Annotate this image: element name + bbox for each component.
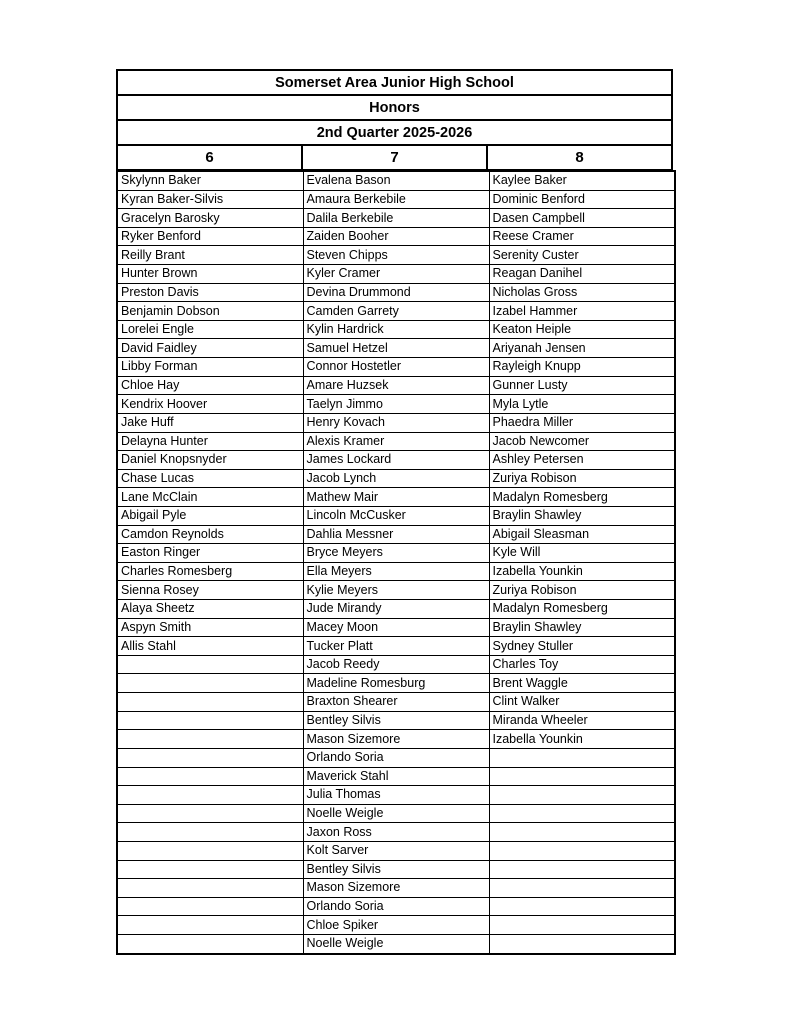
grade7-cell: Orlando Soria (303, 748, 489, 767)
grade8-cell: Kyle Will (489, 544, 675, 563)
grade6-cell: Skylynn Baker (117, 171, 303, 190)
grade8-cell: Rayleigh Knupp (489, 358, 675, 377)
grade7-cell: Bryce Meyers (303, 544, 489, 563)
table-row (117, 637, 675, 656)
table-row (117, 171, 675, 190)
table-row (117, 693, 675, 712)
grade6-cell: Chloe Hay (117, 376, 303, 395)
grade8-cell: Myla Lytle (489, 395, 675, 414)
grade6-cell (117, 693, 303, 712)
grade6-cell (117, 804, 303, 823)
table-row (117, 897, 675, 916)
grade8-cell: Izabella Younkin (489, 730, 675, 749)
grade8-cell (489, 916, 675, 935)
grade7-cell: Braxton Shearer (303, 693, 489, 712)
table-row (117, 860, 675, 879)
grade8-cell (489, 860, 675, 879)
quarter-period: 2nd Quarter 2025-2026 (118, 121, 671, 146)
grade8-cell: Reese Cramer (489, 227, 675, 246)
grade8-cell: Braylin Shawley (489, 506, 675, 525)
table-row (117, 618, 675, 637)
grade6-cell: Libby Forman (117, 358, 303, 377)
grade7-cell: Camden Garrety (303, 302, 489, 321)
grade8-cell (489, 897, 675, 916)
table-row (117, 432, 675, 451)
grade8-cell: Dasen Campbell (489, 209, 675, 228)
grade8-cell: Sydney Stuller (489, 637, 675, 656)
grade7-cell: Maverick Stahl (303, 767, 489, 786)
grade8-cell: Braylin Shawley (489, 618, 675, 637)
grade6-cell (117, 897, 303, 916)
grade7-cell: Alexis Kramer (303, 432, 489, 451)
grade6-cell: Hunter Brown (117, 265, 303, 284)
grade7-cell: James Lockard (303, 451, 489, 470)
grade8-cell: Madalyn Romesberg (489, 488, 675, 507)
grade8-cell: Ariyanah Jensen (489, 339, 675, 358)
table-row (117, 711, 675, 730)
table-row (117, 190, 675, 209)
grade7-cell: Evalena Bason (303, 171, 489, 190)
table-row (117, 879, 675, 898)
roster-body (117, 171, 675, 954)
grade7-cell: Bentley Silvis (303, 860, 489, 879)
grade6-cell: Charles Romesberg (117, 562, 303, 581)
grade8-cell: Zuriya Robison (489, 581, 675, 600)
grade7-cell: Lincoln McCusker (303, 506, 489, 525)
grade7-cell: Connor Hostetler (303, 358, 489, 377)
grade6-cell (117, 860, 303, 879)
table-row (117, 525, 675, 544)
table-row (117, 320, 675, 339)
grade6-cell: Gracelyn Barosky (117, 209, 303, 228)
grade7-cell: Ella Meyers (303, 562, 489, 581)
grade6-cell: Reilly Brant (117, 246, 303, 265)
grade7-cell: Julia Thomas (303, 786, 489, 805)
table-row (117, 544, 675, 563)
grade8-cell (489, 934, 675, 953)
grade7-cell: Zaiden Booher (303, 227, 489, 246)
grade8-cell: Abigail Sleasman (489, 525, 675, 544)
grade6-cell: Ryker Benford (117, 227, 303, 246)
grade7-cell: Jacob Lynch (303, 469, 489, 488)
table-row (117, 488, 675, 507)
table-row (117, 916, 675, 935)
grade8-cell: Charles Toy (489, 655, 675, 674)
grade8-cell (489, 879, 675, 898)
grade7-cell: Kylie Meyers (303, 581, 489, 600)
grade-header-6: 6 (205, 149, 214, 166)
grade6-cell: Chase Lucas (117, 469, 303, 488)
grade7-cell: Amaura Berkebile (303, 190, 489, 209)
table-row (117, 302, 675, 321)
table-row (117, 469, 675, 488)
grade7-cell: Noelle Weigle (303, 804, 489, 823)
grade7-cell: Jaxon Ross (303, 823, 489, 842)
grade8-cell (489, 804, 675, 823)
grade8-cell: Nicholas Gross (489, 283, 675, 302)
table-row (117, 265, 675, 284)
school-name: Somerset Area Junior High School (118, 71, 671, 96)
grade7-cell: Mathew Mair (303, 488, 489, 507)
grade8-cell: Reagan Danihel (489, 265, 675, 284)
grade6-cell: Aspyn Smith (117, 618, 303, 637)
grade6-cell (117, 823, 303, 842)
grade-header-8: 8 (486, 146, 671, 169)
grade6-cell: Alaya Sheetz (117, 600, 303, 619)
grade-headers (118, 146, 671, 169)
grade8-cell: Phaedra Miller (489, 413, 675, 432)
grade7-cell: Kyler Cramer (303, 265, 489, 284)
grade7-cell: Henry Kovach (303, 413, 489, 432)
grade7-cell: Jacob Reedy (303, 655, 489, 674)
grade8-cell: Izabel Hammer (489, 302, 675, 321)
grade6-cell: Delayna Hunter (117, 432, 303, 451)
grade6-cell (117, 711, 303, 730)
grade7-cell: Orlando Soria (303, 897, 489, 916)
grade6-cell (117, 655, 303, 674)
table-row (117, 841, 675, 860)
grade7-cell: Steven Chipps (303, 246, 489, 265)
grade6-cell: Benjamin Dobson (117, 302, 303, 321)
grade8-cell (489, 767, 675, 786)
table-row (117, 451, 675, 470)
table-row (117, 562, 675, 581)
grade6-cell (117, 730, 303, 749)
grade8-cell: Keaton Heiple (489, 320, 675, 339)
grade6-cell: Abigail Pyle (117, 506, 303, 525)
grade7-cell: Tucker Platt (303, 637, 489, 656)
grade7-cell: Noelle Weigle (303, 934, 489, 953)
grade7-cell: Dalila Berkebile (303, 209, 489, 228)
grade8-cell: Kaylee Baker (489, 171, 675, 190)
grade8-cell: Izabella Younkin (489, 562, 675, 581)
grade6-cell: Daniel Knopsnyder (117, 451, 303, 470)
grade8-cell: Madalyn Romesberg (489, 600, 675, 619)
table-row (117, 934, 675, 953)
grade6-cell: Kyran Baker-Silvis (117, 190, 303, 209)
grade6-cell: Sienna Rosey (117, 581, 303, 600)
table-row (117, 767, 675, 786)
grade8-cell (489, 786, 675, 805)
grade8-cell: Miranda Wheeler (489, 711, 675, 730)
grade8-cell: Dominic Benford (489, 190, 675, 209)
grade7-cell: Jude Mirandy (303, 600, 489, 619)
grade7-cell: Kylin Hardrick (303, 320, 489, 339)
table-row (117, 600, 675, 619)
grade6-cell (117, 916, 303, 935)
grade7-cell: Kolt Sarver (303, 841, 489, 860)
table-row (117, 209, 675, 228)
grade7-cell: Bentley Silvis (303, 711, 489, 730)
grade6-cell (117, 841, 303, 860)
grade6-cell: Preston Davis (117, 283, 303, 302)
grade8-cell (489, 748, 675, 767)
grade8-cell: Jacob Newcomer (489, 432, 675, 451)
grade7-cell: Amare Huzsek (303, 376, 489, 395)
table-row (117, 786, 675, 805)
grade7-cell: Mason Sizemore (303, 879, 489, 898)
table-row (117, 339, 675, 358)
grade6-cell (117, 786, 303, 805)
table-row (117, 655, 675, 674)
grade8-cell: Zuriya Robison (489, 469, 675, 488)
grade6-cell: Lane McClain (117, 488, 303, 507)
grade8-cell: Clint Walker (489, 693, 675, 712)
grade8-cell: Gunner Lusty (489, 376, 675, 395)
table-row (117, 748, 675, 767)
grade7-cell: Samuel Hetzel (303, 339, 489, 358)
grade6-cell (117, 748, 303, 767)
grade6-cell: Camdon Reynolds (117, 525, 303, 544)
table-row (117, 283, 675, 302)
grade8-cell (489, 823, 675, 842)
grade6-cell: Easton Ringer (117, 544, 303, 563)
grade6-cell (117, 767, 303, 786)
table-row (117, 246, 675, 265)
table-row (117, 581, 675, 600)
grade6-cell: David Faidley (117, 339, 303, 358)
table-row (117, 413, 675, 432)
table-row (117, 823, 675, 842)
grade6-cell (117, 879, 303, 898)
grade6-cell (117, 674, 303, 693)
table-row (117, 804, 675, 823)
honors-roster-table (116, 170, 676, 955)
list-title: Honors (118, 96, 671, 121)
grade6-cell: Lorelei Engle (117, 320, 303, 339)
table-row (117, 227, 675, 246)
grade8-cell: Ashley Petersen (489, 451, 675, 470)
grade-header-7: 7 (301, 146, 486, 169)
table-row (117, 376, 675, 395)
grade8-cell (489, 841, 675, 860)
grade7-cell: Chloe Spiker (303, 916, 489, 935)
grade7-cell: Mason Sizemore (303, 730, 489, 749)
table-row (117, 506, 675, 525)
table-row (117, 358, 675, 377)
honors-header (116, 69, 673, 171)
table-row (117, 730, 675, 749)
grade7-cell: Madeline Romesburg (303, 674, 489, 693)
table-row (117, 395, 675, 414)
grade8-cell: Serenity Custer (489, 246, 675, 265)
grade6-cell (117, 934, 303, 953)
grade6-cell: Kendrix Hoover (117, 395, 303, 414)
grade6-cell: Allis Stahl (117, 637, 303, 656)
grade6-cell: Jake Huff (117, 413, 303, 432)
table-row (117, 674, 675, 693)
grade7-cell: Dahlia Messner (303, 525, 489, 544)
grade7-cell: Taelyn Jimmo (303, 395, 489, 414)
grade7-cell: Macey Moon (303, 618, 489, 637)
grade8-cell: Brent Waggle (489, 674, 675, 693)
grade7-cell: Devina Drummond (303, 283, 489, 302)
